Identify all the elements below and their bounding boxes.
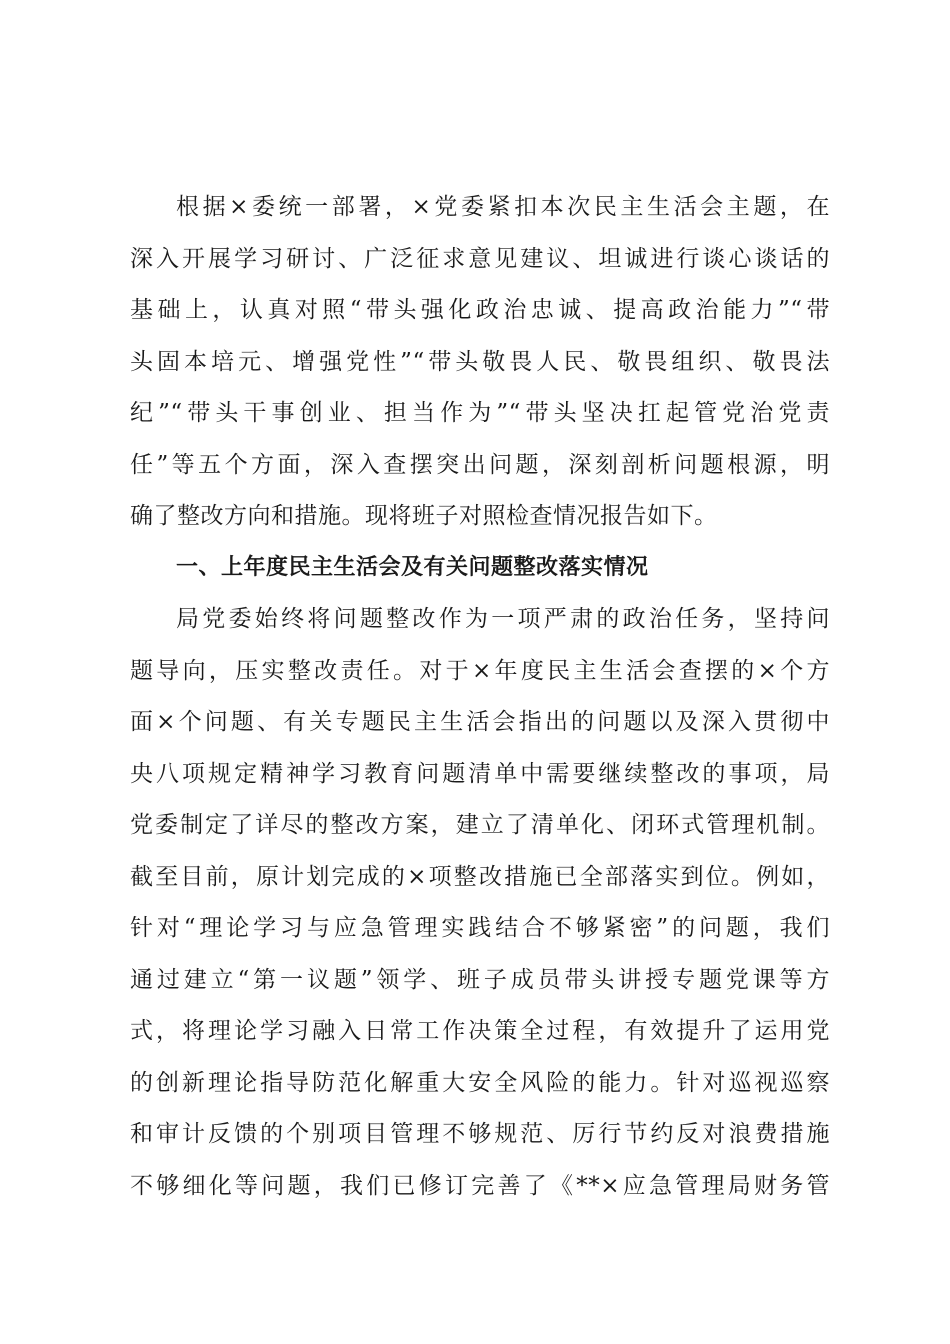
paragraph-2-line-6: 截至目前，原计划完成的×项整改措施已全部落实到位。例如， <box>130 863 830 890</box>
paragraph-1-line-6: 任”等五个方面，深入查摆突出问题，深刻剖析问题根源，明 <box>130 451 830 478</box>
paragraph-1-line-7: 确了整改方向和措施。现将班子对照检查情况报告如下。 <box>130 503 718 529</box>
paragraph-2-line-3: 面×个问题、有关专题民主生活会指出的问题以及深入贯彻中 <box>130 709 830 735</box>
paragraph-2-line-9: 式，将理论学习融入日常工作决策全过程，有效提升了运用党 <box>130 1018 830 1044</box>
paragraph-2-line-1: 局党委始终将问题整改作为一项严肃的政治任务，坚持问 <box>176 606 830 632</box>
paragraph-2-line-4: 央八项规定精神学习教育问题清单中需要继续整改的事项，局 <box>130 760 830 787</box>
paragraph-1-line-1: 根据×委统一部署，×党委紧扣本次民主生活会主题，在 <box>176 194 830 220</box>
paragraph-1-line-2: 深入开展学习研讨、广泛征求意见建议、坦诚进行谈心谈话的 <box>130 245 830 272</box>
paragraph-1-line-4: 头固本培元、增强党性”“带头敬畏人民、敬畏组织、敬畏法 <box>130 348 830 375</box>
paragraph-2-line-7: 针对“理论学习与应急管理实践结合不够紧密”的问题，我们 <box>130 915 830 941</box>
paragraph-2-line-11: 和审计反馈的个别项目管理不够规范、厉行节约反对浪费措施 <box>130 1121 830 1147</box>
section-heading: 一、上年度民主生活会及有关问题整改落实情况 <box>176 554 649 580</box>
paragraph-2-line-8: 通过建立“第一议题”领学、班子成员带头讲授专题党课等方 <box>130 966 830 993</box>
paragraph-2-line-12: 不够细化等问题，我们已修订完善了《**×应急管理局财务管 <box>130 1172 830 1199</box>
paragraph-2-line-5: 党委制定了详尽的整改方案，建立了清单化、闭环式管理机制。 <box>130 812 830 838</box>
paragraph-1-line-3: 基础上，认真对照“带头强化政治忠诚、提高政治能力”“带 <box>130 297 830 323</box>
paragraph-1-line-5: 纪”“带头干事创业、担当作为”“带头坚决扛起管党治党责 <box>130 400 830 426</box>
paragraph-2-line-10: 的创新理论指导防范化解重大安全风险的能力。针对巡视巡察 <box>130 1069 830 1096</box>
document-body <box>130 184 830 1214</box>
paragraph-2-line-2: 题导向，压实整改责任。对于×年度民主生活会查摆的×个方 <box>130 657 830 684</box>
